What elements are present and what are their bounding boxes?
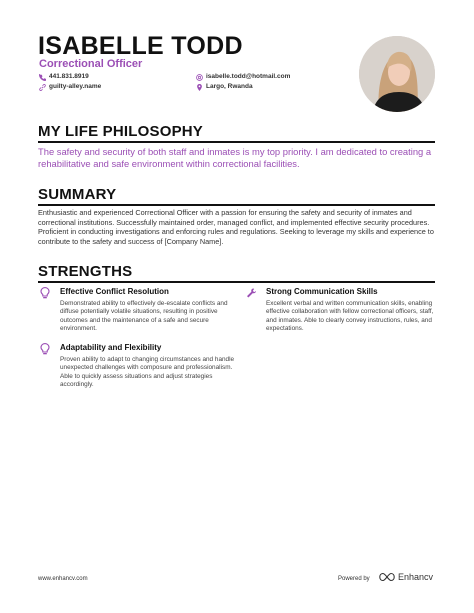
enhancv-brand[interactable] (379, 572, 433, 582)
phone-contact (39, 73, 89, 81)
strength-description: Excellent verbal and written communication skills, enabling effective collaboration with fellow correctional officers, staff, and inmates. Able to clearly convey instructions, rules, and expectations. (266, 300, 434, 332)
location-contact (196, 83, 253, 91)
strength-description: Proven ability to adapt to changing circumstances and handle unexpected challenges with composure and professionalism. Able to quickly assess situations and adjust strategies accordingly. (60, 356, 235, 388)
powered-by-label: Powered by (338, 576, 370, 582)
candidate-role: Correctional Officer (39, 58, 143, 70)
strengths-divider (38, 281, 435, 283)
summary-divider (38, 204, 435, 206)
strength-title: Adaptability and Flexibility (60, 343, 162, 352)
link-icon (39, 84, 46, 91)
profile-photo (359, 36, 435, 112)
location-text: Largo, Rwanda (206, 83, 253, 90)
location-pin-icon (196, 84, 203, 91)
website-contact[interactable] (39, 83, 101, 91)
enhancv-brand-text: Enhancv (398, 572, 434, 582)
philosophy-divider (38, 141, 435, 143)
strengths-heading: STRENGTHS (38, 263, 133, 280)
lightbulb-icon (40, 343, 50, 355)
enhancv-logo-icon (379, 572, 395, 582)
portrait-image (359, 36, 435, 112)
phone-text: 441.831.8919 (49, 73, 89, 80)
summary-heading: SUMMARY (38, 186, 117, 203)
at-icon (196, 74, 203, 81)
strength-title: Strong Communication Skills (266, 287, 378, 296)
email-text[interactable]: isabelle.todd@hotmail.com (206, 73, 291, 80)
strength-title: Effective Conflict Resolution (60, 287, 169, 296)
philosophy-text: The safety and security of both staff and inmates is my top priority. I am dedicated to creating a rehabilitative and safe environment within correctional facilities. (38, 146, 432, 169)
email-contact[interactable] (196, 73, 290, 81)
philosophy-heading: MY LIFE PHILOSOPHY (38, 123, 204, 140)
website-text[interactable]: guilty-alley.name (49, 83, 102, 90)
footer-url[interactable]: www.enhancv.com (38, 576, 88, 582)
summary-text: Enthusiastic and experienced Correctional Officer with a passion for ensuring the safety and security of inmates and correctional institutions. Successfully maintained order, managed conflict, and implemented effective security procedures. Proficient in conducting investigations and enforcing rules and regulations. Seeking to leverage my skills and experience to contribute to the safety and success of [Company Name]. (38, 208, 434, 246)
wrench-icon (246, 287, 256, 299)
phone-icon (39, 74, 46, 81)
candidate-name: ISABELLE TODD (38, 32, 243, 60)
lightbulb-icon (40, 287, 50, 299)
strength-description: Demonstrated ability to effectively de-escalate conflicts and diffuse potentially volatile situations, resulting in positive outcomes and the maintenance of a safe and secure environment. (60, 300, 228, 332)
